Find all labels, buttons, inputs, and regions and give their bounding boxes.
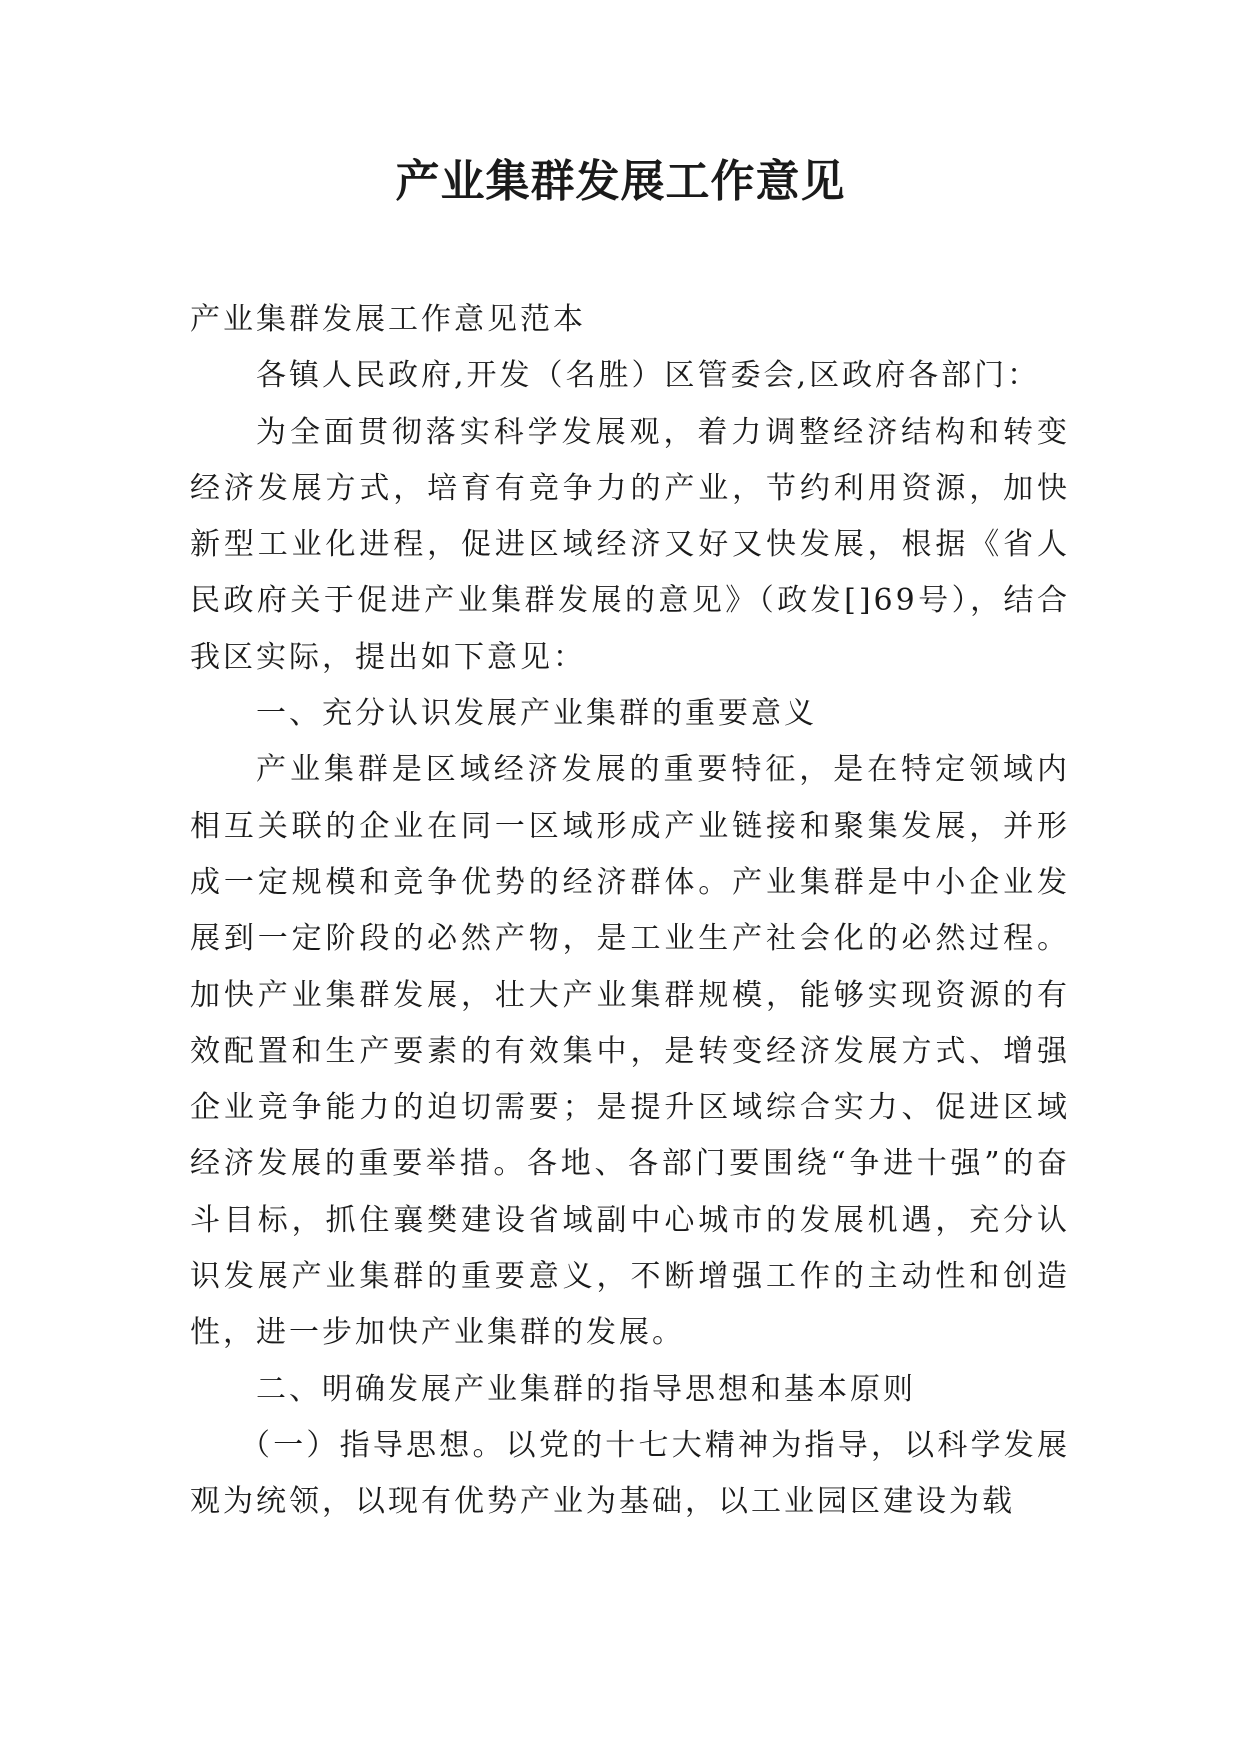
section-1-paragraph: 产业集群是区域经济发展的重要特征，是在特定领域内相互关联的企业在同一区域形成产业链接和聚集发展，并形成一定规模和竞争优势的经济群体。产业集群是中小企业发展到一定阶段的必然产物，是工业生产社会化的必然过程。加快产业集群发展，壮大产业集群规模，能够实现资源的有效配置和生产要素的有效集中，是转变经济发展方式、增强企业竞争能力的迫切需要；是提升区域综合实力、促进区域经济发展的重要举措。各地、各部门要围绕“争进十强”的奋斗目标，抓住襄樊建设省域副中心城市的发展机遇，充分认识发展产业集群的重要意义，不断增强工作的主动性和创造性，进一步加快产业集群的发展。 xyxy=(190,752,1070,1351)
section-1-heading: 一、充分认识发展产业集群的重要意义 xyxy=(256,696,817,732)
intro-paragraph: 为全面贯彻落实科学发展观，着力调整经济结构和转变经济发展方式，培育有竞争力的产业，节约利用资源，加快新型工业化进程，促进区域经济又好又快发展，根据《省人民政府关于促进产业集群发展的意见》（政发[]69号），结合我区实际，提出如下意见： xyxy=(190,414,1070,675)
section-2-subsection-1: （一）指导思想。以党的十七大精神为指导，以科学发展观为统领，以现有优势产业为基础，以工业园区建设为载 xyxy=(190,1427,1070,1520)
document-body xyxy=(190,292,1070,1531)
salutation-paragraph: 各镇人民政府,开发（名胜）区管委会,区政府各部门： xyxy=(256,358,1041,394)
section-2-heading: 二、明确发展产业集群的指导思想和基本原则 xyxy=(256,1371,916,1407)
document-subtitle: 产业集群发展工作意见范本 xyxy=(190,302,586,337)
document-title: 产业集群发展工作意见 xyxy=(395,156,846,207)
